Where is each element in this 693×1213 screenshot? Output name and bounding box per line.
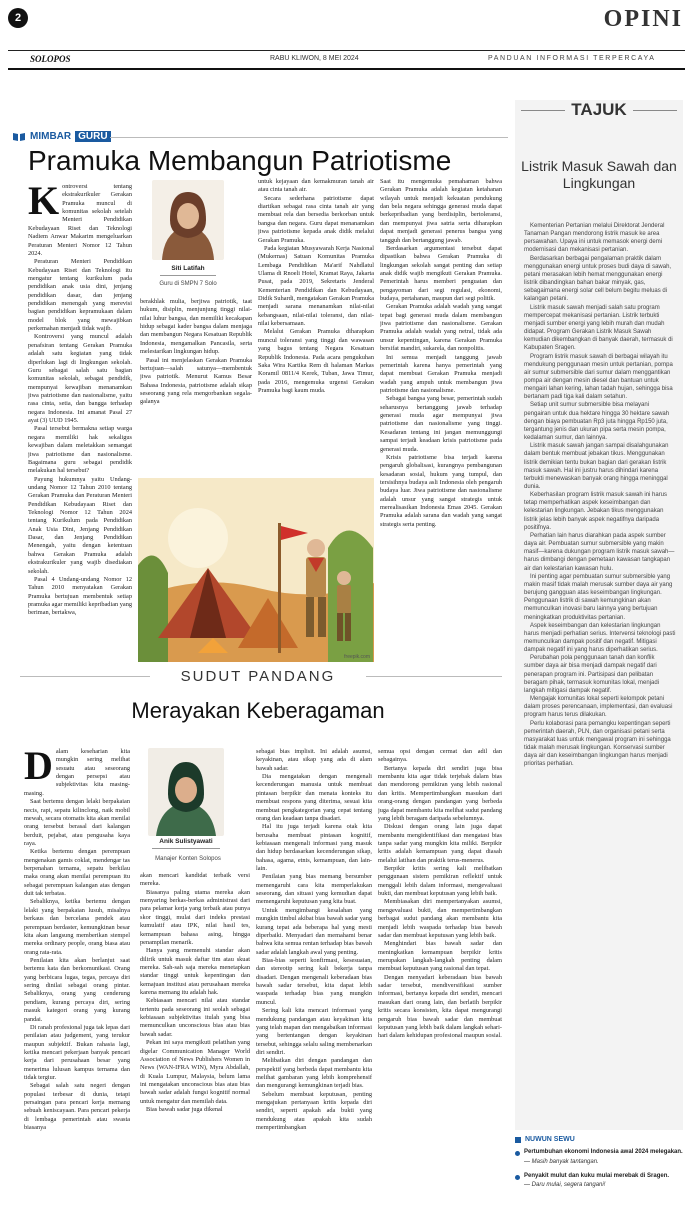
tajuk-label-row [515,100,683,120]
kicker-guru: GURU [75,131,110,142]
author-role: Guru di SMPN 7 Solo [159,281,217,287]
article1-column-3 [258,178,374,478]
paragraph: Saat itu mengemuka pemahaman bahwa Gerakan Pramuka adalah kegiatan ketahanan wilayah untuk menjadi kekuatan pendukung dan bela negara sehingga generasi muda dapat berkepribadian yang berdisiplin, bertoleransi, dan mempunyai jiwa satria serta diharapkan dapat menjadi generasi penerus bangsa yang tangguh dan bertanggung jawab. [380,178,502,244]
dropcap: D [24,748,53,788]
paragraph: Dengan menyadari keberadaan bias bawah sadar tersebut, mendiversifikasi sumber informasi, bertanya kepada diri sendiri, mencari masukan dari orang lain, dan berlatih berpikir kritis secara konsisten, kita dapat mengurangi pengaruh bias bawah sadar dan membuat keputusan yang lebih baik dalam langkah sehari-hari dalam kehidupan profesional maupun sosial. [378,973,502,1040]
image-credit: freepik.com [344,654,370,660]
paragraph: Melibatkan diri dengan pandangan dan perspektif yang berbeda dapat membantu kita melihat gambaran yang lebih komprehensif dan mengurangi kemungkinan terjadi bias. [256,1057,372,1090]
paragraph: Penilaian yang bias memang bersumber memengaruhi cara kita memperlakukan seseorang, dan situasi yang kemudian dapat memengaruhi keputusan yang kita buat. [256,873,372,906]
article1-column-2 [140,298,252,474]
article1-column-4 [380,178,502,658]
tajuk-rule-left [521,110,565,111]
paragraph: akan mencari kandidat terbaik versi mereka. [140,872,250,888]
article2-title: Merayakan Keberagaman [131,698,385,723]
nuwun-item-reply: — Masih banyak tantangan. [524,1158,599,1165]
author-portrait [148,748,224,836]
author-portrait [152,180,224,260]
article2-column-1 [24,748,130,1208]
nuwun-sewu-label: NUWUN SEWU [525,1136,575,1143]
paragraph: Listrik masuk sawah jangan sampai disalahgunakan dalam bentuk membuat jebakan tikus. Menggunakan listrik demikian tentu bukan bagian dari gerakan listrik masuk sawah. Hal ini justru harus dihindari karena terbukti menewaskan banyak orang hingga meninggal dunia. [524,443,669,490]
dropcap: K [28,183,60,223]
page-number: 2 [8,8,28,28]
nuwun-item [515,1173,683,1191]
paragraph: Sebagai bangsa yang besar, pemerintah sudah seharusnya bertanggung jawab terhadap generasi muda agar mempunyai jiwa patriotisme dan nasionalisme yang tinggi. Kesadaran tentang ini jangan memunggungi sampai terjadi keadaan krisis patriotisme pada generasi muda. [380,395,502,453]
author-photo [148,748,224,836]
sudut-pandang-kicker: SUDUT PANDANG [180,668,336,685]
mimbar-guru-kicker [12,131,111,142]
paragraph: Aspek keseimbangan dan kelestarian lingkungan harus menjadi perhatian serius. Intervensi teknologi pasti memunculkan dampak positif dan negatif. Mitigasi dampak negatif ini yang harus diperhatikan serius. [524,622,676,654]
header-rule [8,50,685,51]
paragraph: Sering kali kita mencari informasi yang mendukung pandangan atau keyakinan kita yang telah mapan dan mengabaikan informasi yang bertentangan dengan keyakinan tersebut, sehingga selalu saling membenarkan diri sendiri. [256,1007,372,1056]
tagline: PANDUAN INFORMASI TERPERCAYA [488,55,656,62]
bullet-icon [515,1175,520,1180]
paragraph: Dia mengatakan dengan mengenali kecenderungan manusia untuk membuat pintasan berpikir dan menata konteks itu membuat respons yang diterima, sesuai kita membuat pengkategorian yang cepat tentang orang dan keadaan tanpa disadari. [256,773,372,822]
paragraph: Hal itu juga terjadi karena otak kita berusaha membuat pintasan kognitif, kebiasaan mengenali informasi yang masuk dan hidup berdasarkan kecenderungan sikap, bahasa, agama, etnis, kemampuan, dan lain-lain. [256,823,372,873]
paragraph: Berdasarkan argumentasi tersebut dapat dipastikan bahwa Gerakan Pramuka di lingkungan sekolah sangat penting dan setiap anak didik wajib mengikuti Gerakan Pramuka. Pemerintah harus memberi penguatan dan pengayoman dari segi regulasi, ekonomi, budaya, pertahanan, maupun dari segi politik. [380,244,502,303]
paragraph: Pekan ini saya mengikuti pelatihan yang digelar Communication Manager World Association of News Publishers Women in News (WAN-IFRA WIN), Myra Abdallah, di Kuala Lumpur, Malaysia, belum lama ini mengatakan unconscious bias atau bias bawah sadar adalah fungsi kognitif normal untuk mengatur dan memilah data. [140,1039,250,1105]
masthead-logo: SOLOPOS [30,54,71,64]
paragraph: Perhatian lain harus diarahkan pada aspek sumber daya air. Pembuatan sumur submersible yang makin masif—karena dukungan program listrik masuk sawah—harus dimbangi dengan pemetaan kawasan tangkapan air dan kelestarian kawasan hulu. [524,532,675,572]
paragraph: Sebagai salah satu negeri dengan populasi terbesar di dunia, tetapi persaingan para pencari kerja memang sebuah keniscayaan. Para pencari pekerja di lembaga pemerintah atau swasta biasanya [24,1082,130,1132]
author-role: Manajer Konten Solopos [155,856,221,862]
tajuk-headline: Listrik Masuk Sawah dan Lingkungan [521,158,677,192]
paragraph: Saat bertemu dengan lelaki berpakaian necis, rapi, sepatu kilinclong, naik mobil mewah, secara otomatis kita akan menilai orang tersebut berasal dari kalangan berduit, pejabat, atau pengusaha kaya raya. [24,798,130,847]
paragraph: Listrik masuk sawah menjadi salah satu program mempercepat mekanisasi pertanian. Listrik terbukti menjadi sumber energi yang lebih murah dan mudah didapat. Program Gerakan Listrik Masuk Sawah kemudian dikembangkan di banyak daerah, termasuk di Kabupaten Sragen. [524,304,673,352]
nuwun-item-text: Penyakit mulut dan kuku mulai merebak di Sragen. [524,1172,670,1179]
paragraph: Pada kegiatan Musyawarah Kerja Nasional (Mukernas) Satuan Komunitas Pramuka Lembaga Pendidikan Ma'arif Nahdlatul Ulama di Rnoeli Hotel, Kramat Raya, Jakarta Pusat, pada 2019, Sekretaris Jenderal Kementerian Pendidikan dan Kebudayaan, Didik Suhardi, mengatakan Gerakan Pramuka menjadi sarana menanamkan nilai-nilai kebangsaan, nilai-nilai toleransi, dan nilai-nilai kebersamaan. [258,244,374,328]
paragraph: Melalui Gerakan Pramuka diharapkan muncul toleransi yang tinggi dan wawasan yang bagus tentang Negara Kesatuan Republik Indonesia. Pada acara pengukuhan Saka Wira Kartika Rem di halaman Markas Koramil 0811/4 Kerek, Tuban, Jawa Timur, pada 2016, mengemuka urgensi Gerakan Pramuka bagi kaum muda. [258,328,374,394]
paragraph: Ketika bertemu dengan perempuan mengenakan gamis coklat, mendengar tas berpenahan ternama, sepatu berkilau maka orang akan menilai perempuan itu sebagai perempuan kalangan atas dengan duit tak terbatas. [24,848,130,898]
paragraph: Bias-bias seperti konfirmasi, kesesuaian, dan stereotip sering kali bekerja tanpa disadari. Dengan mengenali keberadaan bias bawah sadar tersebut, kita dapat lebih waspada terhadap bias yang mungkin muncul. [256,956,372,1006]
nuwun-sewu-title [515,1136,683,1143]
book-icon [12,132,26,142]
paragraph: Bias bawah sadar juga dikenal [146,1106,223,1114]
paragraph: Gerakan Pramuka adalah wadah yang sangat tepat bagi generasi muda dalam membangun jiwa patriotisme dan nasionalisme. Gerakan Pramuka adalah wadah yang netral, tidak ada unsur kepentingan, karena Gerakan Pramuka bersifat mandiri, sukarela, dan nonpolitis. [380,303,502,353]
paragraph: ontroversi tentang ekstrakurikuler Gerakan Pramuka muncul di komunitas sekolah setelah Menteri Pendidikan Kebudayaan Riset dan Teknologi Nadiem Anwar Makarim mengeluarkan Peraturan Menteri Nomor 12 Tahun 2024. [28,183,132,257]
section-title: OPINI [603,6,683,32]
paragraph: Untuk mengimbangi kesalahan yang mungkin timbul akibat bias bawah sadar yang kurang tepat ada beberapa hal yang mesti diperbaiki. Menyadari dan memahami benar bahwa kita semua rentan terhadap bias bawah sadar adalah langkah awal yang penting. [256,906,372,956]
paragraph: Setiap unit sumur submersible bisa melayani pengairan untuk dua hektare hingga 30 hektare sawah dengan biaya pembuatan Rp3 juta hingga Rp150 juta, tergantung jenis dan ukuran pipa serta mesin pompa, kedalaman sumur, dan lainnya. [524,402,670,442]
caption-rule [152,848,220,849]
paragraph: Sebaliknya, ketika bertemu dengan lelaki yang berpakaian lusuh, misalnya berkaus dan bercelana pendek atau perempuan berdaster, kemungkinan besar kita akan langsung memberikan stempel mereka ordinary people, orang biasa atau orang rata-rata. [24,898,130,956]
nuwun-item-text: Pertumbuhan ekonomi Indonesia awal 2024 melegakan. [524,1149,683,1155]
nuwun-item [515,1149,683,1167]
paragraph: alam keseharian kita mungkin sering melihat sesuatu atau seseorang dengan persepsi atau subjektivitas kita masing-masing. [24,748,130,797]
bullet-icon [515,1151,520,1156]
paragraph: Mengajak komunitas lokal seperti kelompok petani dalam proses perencanaan, implementasi, dan evaluasi program harus terus dilakukan. [524,696,673,719]
tajuk-body [524,222,676,1127]
tajuk-label: TAJUK [571,100,627,119]
paragraph: Menghindari bias bawah sadar dan meningkatkan kemampuan berpikir kritis merupakan langkah-langkah penting dalam membuat keputusan yang rasional dan tepat. [378,940,502,973]
article2-column-2 [140,872,250,1208]
paragraph: Secara sederhana patriotisme dapat diartikan sebagai rasa cinta tanah air yang membuat rela dan bersedia berkorban untuk bangsa dan negara. Guru dapat menanamkan jiwa patriotisme kepada anak didik melalui Gerakan Pramuka. [258,194,374,244]
paragraph: Pasal 4 Undang-undang Nomor 12 Tahun 2010 menyatakan Gerakan Pramuka bertujuan membentuk setiap pramuka agar memiliki kepribadian yang beriman, bertakwa, [28,575,132,617]
paragraph: Di ranah profesional juga tak lepas dari penilaian atau judgement, yang terukur maupun subjektif. Bukan rahasia lagi, ketika mencari pekerjaan banyak pencari kerja dari perusahaan besar yang menerima lulusan kampus ternama dan tidak tergiur. [24,1023,130,1082]
paragraph: Krisis patriotisme bisa terjadi karena pengaruh globalisasi, kurangnya pembangunan kesadaran sosial, hukum yang tumpul, dan tersisihnya budaya asli Indonesia oleh pengaruh budaya luar. Jiwa patriotisme dan nasionalisme adalah unsur yang sangat strategis untuk merealisasikan Indonesia Emas 2045. Gerakan Pramuka adalah sarana dan wadah yang sangat strategis serta penting. [380,453,502,528]
tajuk-rule-right [633,110,677,111]
paragraph: Berpikir kritis sering kali melibatkan penggunaan sistem pemikiran reflektif untuk menggali lebih dalam informasi, mengevaluasi bukti, dan membuat keputusan yang lebih baik. [378,865,502,898]
paragraph: semua opsi dengan cermat dan adil dan sebagainya. [378,748,502,764]
paragraph: Hanya yang memenuhi standar akan dilirik untuk masuk daftar tim atau skuat mereka. Sah-sah saja mereka menetapkan standar tinggi untuk kepentingan dan kemajuan institusi atau perusahaan mereka karena memang itu adalah hak. [140,947,250,997]
header-rule-thick [8,68,685,70]
paragraph: Kontroversi yang muncul adalah penafsiran tentang Gerakan Pramuka adalah satu kegiatan yang tidak diperlukan lagi di lingkungan sekolah. Guru sebagai salah satu bagian komunitas sekolah, sebagai pendidik, mempunyai kewajiban menanamkan jiwa patriotisme dan nasionalisme, yaitu rasa cinta, setia, dan bangga terhadap negara Indonesia. Ini amanat Pasal 27 ayat (3) UUD 1945. [28,333,132,425]
paragraph: Berdasarkan berbagai pengalaman praktik dalam menggunakan energi untuk proses budi daya di sawah, petani merasakan lebih hemat menggunakan energi listrik dibandingkan bahan bakar minyak, gas, sebagaimana energi solar cell belum begitu meluas di kalangan petani. [524,255,672,303]
paragraph: Program listrik masuk sawah di berbagai wilayah itu mendukung penggunaan mesin untuk pertanian, pompa air sumur submersible dari sumur dalam menggantikan pompa air dengan mesin diesel dan bantuan untuk mengairi lahan kering, lahan tadah hujan, sehingga bisa bertanam padi tiga kali dalam setahun. [524,353,673,401]
nuwun-item-reply: — Daru mulai, segera tangani! [524,1182,606,1189]
article2-column-3 [256,748,372,1208]
square-icon [515,1137,521,1143]
paragraph: Diskusi dengan orang lain juga dapat membantu mengidentifikasi dan mengatasi bias tanpa sadar yang mungkin kita miliki. Berpikir kritis adalah kemampuan yang dapat diasah melalui latihan dan praktik terus-menerus. [378,823,502,864]
caption-rule [160,275,216,276]
paragraph: Kementerian Pertanian melalui Direktorat Jenderal Tanaman Pangan mendorong listrik masuk ke area persawahan. Upaya ini untuk memasok energi demi modernisasi dan mekanisasi pertanian. [524,223,665,254]
article1-title: Pramuka Membangun Patriotisme [28,145,452,176]
paragraph: Ini penting agar pembuatan sumur submersible yang makin masif tidak malah merusak sumber daya air yang berujung gangguan atas keseimbangan lingkungan. Penggunaan listrik di sawah kemungkinan akan memunculkan inovasi baru lainnya yang bertujuan meningkatkan produktivitas pertanian. [524,573,673,621]
paragraph: untuk kejayaan dan kemakmuran tanah air atau cinta tanah air. [258,178,374,194]
paragraph: berakhlak mulia, berjiwa patriotik, taat hukum, disiplin, menjunjung tinggi nilai-nilai luhur bangsa, dan memiliki kecakapan hidup sebagai kader bangsa dalam menjaga dan membangun Negara Kesatuan Republik Indonesia, mengamalkan Pancasila, serta melestarikan lingkungan hidup. [140,298,252,356]
paragraph: Perubahan pola penggunaan tanah dan konflik sumber daya air bisa menjadi dampak negatif dari penerapan program ini. Partisipasi dan pelibatan beragam pihak, termasuk komunitas lokal, menjadi langkah mitigasi dampak negatif. [524,655,660,694]
nuwun-sewu-box [515,1136,683,1190]
paragraph: Perlu kolaborasi para pemangku kepentingan seperti pemerintah daerah, PLN, dan organisasi petani serta masyarakat luas untuk mengawal program ini sehingga tidak malah merusak lingkungan. Konservasi sumber daya air dan keseimbangan lingkungan harus menjadi prioritas perhatian. [524,720,671,768]
edition-date: RABU KLIWON, 8 MEI 2024 [270,55,359,62]
paragraph: Penilaian kita akan berlanjut saat bertemu kata dan berkomunikasi. Orang yang berbicara lugas, tegas, percaya diri sering dinilai sebagai orang pintar. Sebaliknya, orang yang cenderung pendiam, kurang percaya diri, sering masuk kategori orang yang kurang pandai. [24,956,130,1023]
author-photo [152,180,224,260]
kicker-rule [110,137,508,138]
paragraph: Sebelum membuat keputusan, penting mengajukan pertanyaan kritis kepada diri sendiri, seperti apakah ada bukti yang mendukung atau apakah kita sudah mempertimbangkan [256,1090,372,1132]
paragraph: Bertanya kepada diri sendiri juga bisa membantu kita agar tidak terjebak dalam bias dan mendorong pemikiran yang lebih rasional dan kritis. Mempertimbangkan masukan dari orang-orang dengan pandangan yang berbeda juga dapat membantu kita melihat sudut pandang yang lebih beragam daripada sebelumnya. [378,764,502,822]
paragraph: sebagai bias implisit. Ini adalah asumsi, keyakinan, atau sikap yang ada di alam bawah sadar. [256,748,372,772]
paragraph: Payung hukumnya yaitu Undang-undang Nomor 12 Tahun 2010 tentang Gerakan Pramuka dan Peraturan Menteri Pendidikan Kebudayaan Riset dan Teknologi Nomor 12 Tahun 2024 tentang Kurikulum pada Pendidikan Anak Usia Dini, Jenjang Pendidikan Dasar, dan Jenjang Pendidikan Menengah, yaitu dengan ketentuan bahwa Gerakan Pramuka adalah ekstrakurikuler yang wajib disediakan sekolah. [28,475,132,575]
paragraph: Biasanya paling utama mereka akan menyaring berkas-berkas administrasi dari para pelamar kerja yang terbaik atau punya skor tinggi, mulai dari indeks prestasi kumulatif atau IPK, nilai hasil tes, kemampuan bahasa asing, hingga penampilan menarik. [140,888,250,946]
article2-column-4 [378,748,502,1208]
scout-camp-image [138,478,374,662]
paragraph: Keberhasilan program listrik masuk sawah ini harus tetap memperhatikan aspek keseimbangan dan kelestarian lingkungan. Jebakan tikus menggunakan listrik jelas lebih banyak aspek negatifnya daripada positifnya. [524,492,668,531]
kicker-mimbar: MIMBAR [30,131,72,142]
paragraph: Pasal ini menjelaskan Gerakan Pramuka bertujuan—salah satunya—membentuk jiwa patriotik. Menurut Kamus Besar Bahasa Indonesia, patriotisme adalah sikap seseorang yang rela mengorbankan segala-galanya [140,356,252,406]
paragraph: Membiasakan diri mempertanyakan asumsi, mengevaluasi bukti, dan mempertimbangkan berbagai sudut pandang akan membantu kita menjadi lebih waspada terhadap bias bawah sadar dan membuat keputusan yang lebih baik. [378,898,502,939]
paragraph: Ini semua menjadi tanggung jawab pemerintah karena hanya pemerintah yang dapat membuat Gerakan Pramuka menjadi wadah yang ampuh untuk membangun jiwa patriotisme dan nasionalisme. [380,353,502,394]
scout-illustration [138,478,374,662]
author-name: Siti Latifah [171,265,205,272]
author-name: Anik Sulistyawati [159,838,213,845]
article1-column-1 [28,183,132,678]
paragraph: Peraturan Menteri Pendidikan Kebudayaan Riset dan Teknologi itu mengatur tentang kurikulum pada pendidikan anak usia dini, jenjang pendidikan dasar, dan jenjang pendidikan menengah yang merevisi bagian pendidikan kepramukaan dalam model blok yang mewajibkan perkemahan menjadi tidak wajib. [28,258,132,333]
paragraph: Kebiasaan mencari nilai atau standar tertentu pada seseorang ini seolah sebagai kebiasaan subjektivitas itulah yang bisa memunculkan unconscious bias atau bias bawah sadar. [140,997,250,1038]
paragraph: Pasal tersebut bermakna setiap warga negara memiliki hak sekaligus kewajiban dalam meletakkan semangat jiwa patriotisme dan nasionalisme. Bagaimana guru sebagai pendidik melakukan hal tersebut? [28,425,132,475]
